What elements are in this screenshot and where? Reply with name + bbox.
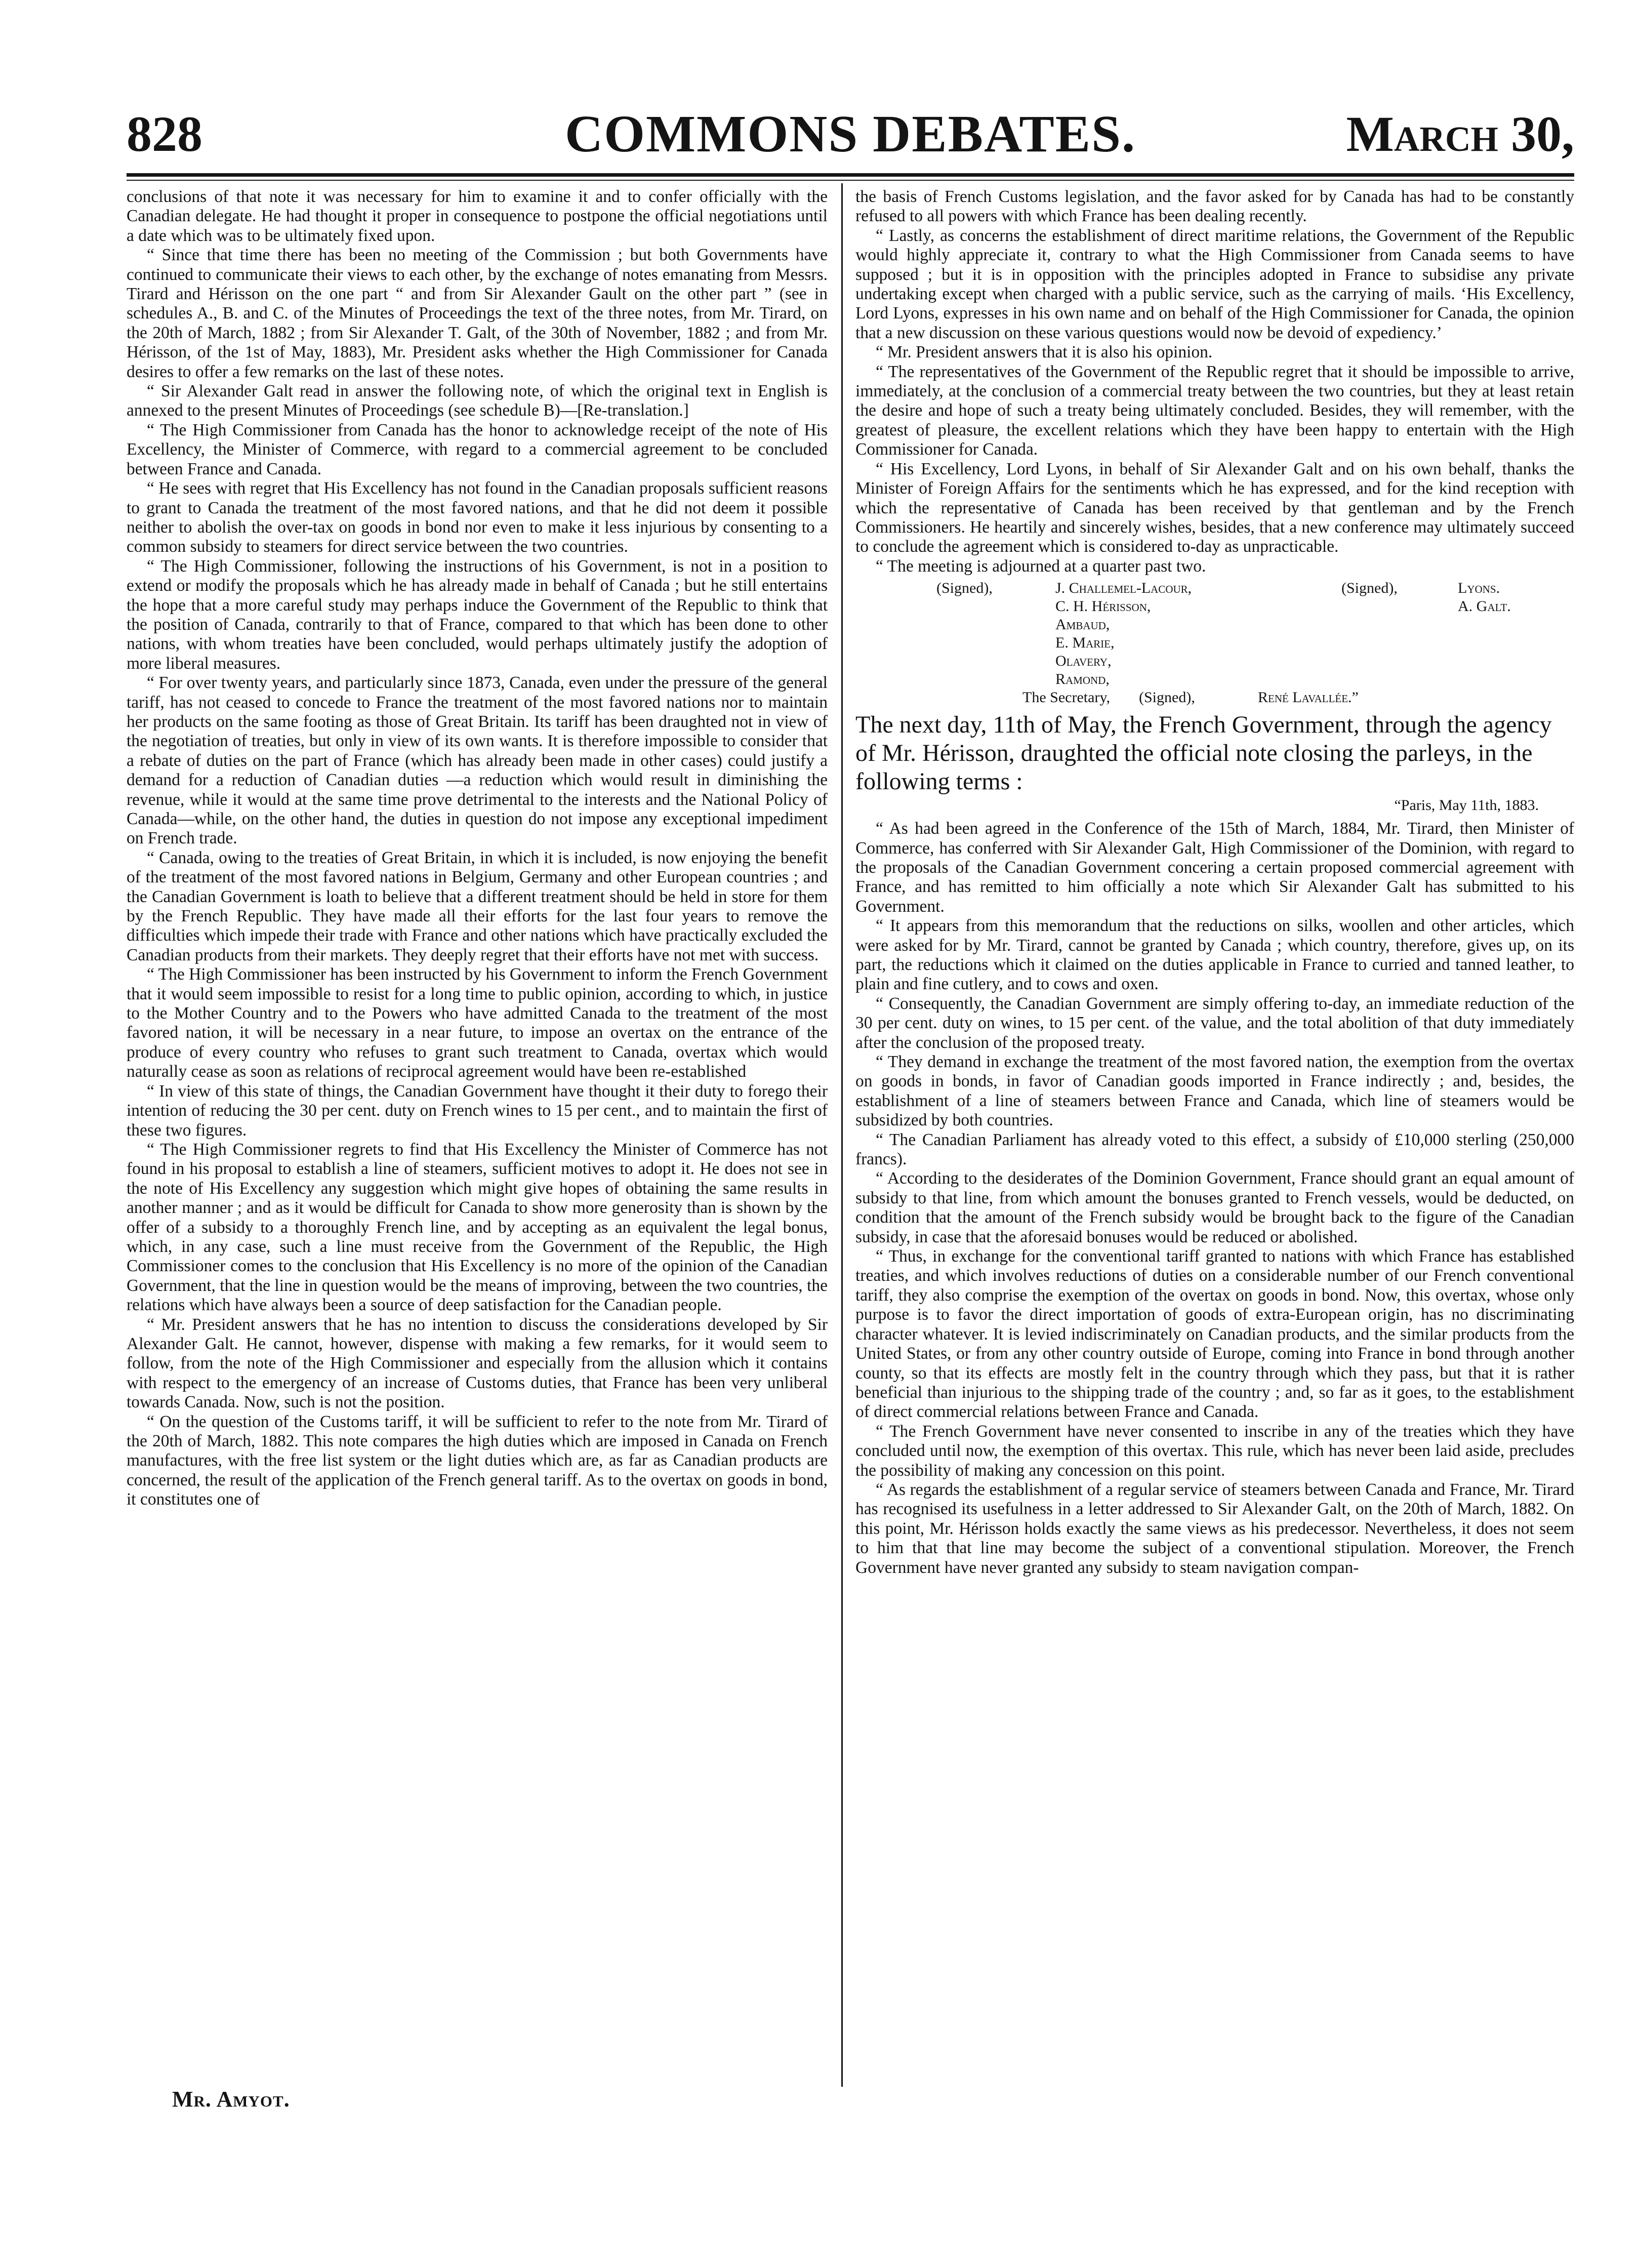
paragraph: “ On the question of the Customs tariff, it will be sufficient to refer to the note from Mr. Tirard of the 20th of March, 1882. This note compares the high duties which are imposed in Canada on French manufactures, with the free list system or the light duties which are, as far as Canadian products are concerned, the result of the application of the French general tariff. As to the overtax on goods in bond, it constitutes one of [127, 1412, 828, 1509]
paragraph: “ As regards the establishment of a regular service of steamers between Canada and France, Mr. Tirard has recognised its usefulness in a letter addressed to Sir Alexander Galt, on the 20th of March, 1882. On this point, Mr. Hérisson holds exactly the same views as his predecessor. Nevertheless, it does not seem to him that that line may become the subject of a conventional stipulation. Moreover, the French Government have never granted any subsidy to steam navigation compan- [855, 1480, 1574, 1577]
signature-row [855, 670, 1574, 688]
paragraph: “ Mr. President answers that he has no intention to discuss the considerations developed by Sir Alexander Galt. He cannot, however, dispense with making a few remarks, for it would seem to follow, from the note of the High Commissioner and especially from the allusion which it contains with respect to the emergency of an increase of Customs duties, that France has been very unliberal towards Canada. Now, such is not the position. [127, 1315, 828, 1412]
paragraph: “ The Canadian Parliament has already voted to this effect, a subsidy of £10,000 sterling (250,000 francs). [855, 1130, 1574, 1169]
signed-label: (Signed), [1341, 580, 1398, 597]
signature-row [855, 634, 1574, 652]
paragraph: the basis of French Customs legislation, and the favor asked for by Canada has had to be constantly refused to all powers with which France has been dealing recently. [855, 187, 1574, 226]
paragraph: “ The representatives of the Government of the Republic regret that it should be impossible to arrive, immediately, at the conclusion of a commercial treaty between the two countries, but they at least retain the desire and hope of such a treaty being ultimately concluded. Besides, they will remember, with the greatest of pleasure, the excellent relations which they have been happy to entertain with the High Commissioner for Canada. [855, 362, 1574, 459]
dateline: “Paris, May 11th, 1883. [1394, 797, 1539, 814]
paragraph: “ The meeting is adjourned at a quarter past two. [876, 556, 1206, 576]
paragraph: “ Since that time there has been no meeting of the Commission ; but both Governments have continued to communicate their views to each other, by the exchange of notes emanating from Messrs. Tirard and Hérisson on the one part “ and from Sir Alexander Gault on the other part ” (see in schedules A., B. and C. of the Minutes of Proceedings the text of the three notes, from Mr. Tirard, on the 20th of March, 1882 ; from Sir Alexander T. Galt, of the 30th of November, 1882 ; and from Mr. Hérisson, of the 1st of May, 1883), Mr. President asks whether the High Commissioner for Canada desires to offer a few remarks on the last of these notes. [127, 246, 828, 381]
signatory-name: Ramond, [1055, 671, 1110, 688]
secretary-name: René Lavallée.” [1258, 689, 1359, 706]
signatory-name: C. H. Hérisson, [1055, 598, 1151, 615]
signatory-name: Ambaud, [1055, 616, 1110, 633]
header-date: March 30, [1346, 106, 1574, 162]
column-divider [841, 183, 843, 2087]
paragraph: “ Mr. President answers that it is also his opinion. [876, 343, 1213, 362]
paragraph: “ Thus, in exchange for the conventional tariff granted to nations with which France has established treaties, and which involves reductions of duties on a considerable number of our French conventional tariff, they also comprise the exemption of the overtax on goods in bond. Now, this overtax, whose only purpose is to favor the direct importation of goods of extra-European origin, has no discriminating character whatever. It is levied indiscriminately on Canadian products, and the similar products from the United States, or from any other country outside of Europe, coming into France in bond through another county, so that its effects are mostly felt in the country through which they pass, but that it is rather beneficial than injurious to the shipping trade of the country ; and, so far as it goes, to the establishment of direct commercial relations between France and Canada. [855, 1247, 1574, 1422]
paragraph: “ They demand in exchange the treatment of the most favored nation, the exemption from the overtax on goods in bonds, in favor of Canadian goods imported in France indirectly ; and, besides, the establishment of a line of steamers between France and Canada, which line of steamers would be subsidized by both countries. [855, 1052, 1574, 1130]
paragraph: “ The High Commissioner has been instructed by his Government to inform the French Government that it would seem impossible to resist for a long time to public opinion, according to which, in justice to the Mother Country and to the Powers who have admitted Canada to the treatment of the most favored nation, it will be necessary in a near future, to impose an overtax on the entrance of the produce of every country who refuses to grant such treatment to Canada, overtax which would naturally cease as soon as relations of reciprocal agreement would have been re-established [127, 965, 828, 1081]
header-rule-thin [127, 180, 1574, 181]
paragraph: “ In view of this state of things, the Canadian Government have thought it their duty to forego their intention of reducing the 30 per cent. duty on French wines to 15 per cent., and to maintain the first of these two figures. [127, 1081, 828, 1140]
paragraph: “ The French Government have never consented to inscribe in any of the treaties which they have concluded until now, the exemption of this overtax. This rule, which has never been laid aside, precludes the possibility of making any concession on this point. [855, 1422, 1574, 1480]
header-rule-thick [127, 173, 1574, 177]
paragraph: “ The High Commissioner from Canada has the honor to acknowledge receipt of the note of His Excellency, the Minister of Commerce, with regard to a commercial agreement to be concluded between France and Canada. [127, 420, 828, 478]
paragraph: “ As had been agreed in the Conference of the 15th of March, 1884, Mr. Tirard, then Minister of Commerce, has conferred with Sir Alexander Galt, High Commissioner of the Dominion, with regard to the proposals of the Canadian Government concering a certain proposed commercial agreement with France, and has remitted to him officially a note which Sir Alexander Galt has submitted to his Government. [855, 819, 1574, 916]
narrative-paragraph: The next day, 11th of May, the French Government, through the agency of Mr. Hérisson, draughted the official note closing the parleys, in the following terms : [855, 711, 1552, 795]
paragraph: “ The High Commissioner, following the instructions of his Government, is not in a position to extend or modify the proposals which he has already made in behalf of Canada ; but he still entertains the hope that a more careful study may perhaps induce the Government of the Republic to think that the position of Canada, contrarily to that of France, compared to that which has been done to other nations, with whom treaties have been concluded, would perhaps ultimately justify the adoption of more liberal measures. [127, 556, 828, 673]
signature-row [855, 652, 1574, 670]
publication-title: COMMONS DEBATES. [565, 105, 1136, 163]
paragraph: conclusions of that note it was necessary for him to examine it and to confer officially with the Canadian delegate. He had thought it proper in consequence to postpone the official negotiations until a date which was to be ultimately fixed upon. [127, 187, 828, 245]
signatory-name: Olavery, [1055, 653, 1112, 670]
paragraph: “ Canada, owing to the treaties of Great Britain, in which it is included, is now enjoying the benefit of the treatment of the most favored nations in Belgium, Germany and other European countries ; and the Canadian Government is loath to believe that a different treatment should be held in store for them by the French Republic. They have made all their efforts for the last four years to remove the difficulties which impede their trade with France and other nations which have practically excluded the Canadian products from their markets. They deeply regret that their efforts have not met with success. [127, 848, 828, 964]
signatory-name: E. Marie, [1055, 634, 1115, 652]
signed-label: (Signed), [936, 580, 993, 597]
footer-speaker: Mr. Amyot. [172, 2087, 290, 2112]
paragraph: “ According to the desiderates of the Dominion Government, France should grant an equal amount of subsidy to that line, from which amount the bonuses granted to French vessels, would be deducted, on condition that the amount of the French subsidy would be brought back to the figure of the Canadian subsidy, in case that the aforesaid bonuses would be reduced or abolished. [855, 1169, 1574, 1246]
signature-row [855, 597, 1574, 616]
left-column [127, 187, 828, 1510]
paragraph: “ He sees with regret that His Excellency has not found in the Canadian proposals sufficient reasons to grant to Canada the treatment of the most favored nations, and that he did not deem it possible neither to abolish the over-tax on goods in bond nor even to make it less injurious by consenting to a common subsidy to steamers for direct service between the two countries. [127, 479, 828, 556]
paragraph: “ Sir Alexander Galt read in answer the following note, of which the original text in English is annexed to the present Minutes of Proceedings (see schedule B)—[Re-translation.] [127, 382, 828, 420]
paragraph: “ His Excellency, Lord Lyons, in behalf of Sir Alexander Galt and on his own behalf, thanks the Minister of Foreign Affairs for the sentiments which he has expressed, and for the kind reception with which the representative of Canada has been received by that gentleman and by the French Commissioners. He heartily and sincerely wishes, besides, that a new conference may ultimately succeed to conclude the agreement which is considered to-day as unpracticable. [855, 459, 1574, 556]
signatory-name: A. Galt. [1458, 598, 1511, 615]
signature-row [855, 579, 1574, 597]
signatory-name: Lyons. [1458, 580, 1500, 597]
signature-block [855, 579, 1574, 707]
paragraph: “ It appears from this memorandum that the reductions on silks, woollen and other articles, which were asked for by Mr. Tirard, cannot be granted by Canada ; which country, therefore, gives up, on its part, the reductions which it claimed on the duties applicable in France to curried and tanned leather, to plain and fine cutlery, and to cows and oxen. [855, 916, 1574, 994]
page-number: 828 [127, 106, 202, 162]
paragraph: “ For over twenty years, and particularly since 1873, Canada, even under the pressure of the general tariff, has not ceased to concede to France the treatment of the most favored nations nor to maintain her products on the same footing as those of Great Britain. Its tariff has been draughted not in view of the negotiation of treaties, but only in view of its own wants. It is therefore impossible to consider that a rebate of duties on the part of France (which has already been made in other cases) could justify a demand for a reduction of Canadian duties —a reduction which would result in diminishing the revenue, while it would at the same time prove detrimental to the interests and the National Policy of Canada—while, on the other hand, the duties in question do not impose any exceptional impediment on French trade. [127, 673, 828, 848]
paragraph: “ Lastly, as concerns the establishment of direct maritime relations, the Government of the Republic would highly appreciate it, contrary to what the High Commissioner from Canada seems to have supposed ; but it is in opposition with the principles adopted in France to subsidise any private undertaking except when charged with a public service, such as the carrying of mails. ‘His Excellency, Lord Lyons, expresses in his own name and on behalf of the High Commissioner for Canada, the opinion that a new discussion on these various questions would now be devoid of expediency.’ [855, 226, 1574, 342]
paragraph: “ The High Commissioner regrets to find that His Excellency the Minister of Commerce has not found in his proposal to establish a line of steamers, sufficient motives to adopt it. He does not see in the note of His Excellency any suggestion which might give hopes of obtaining the same results in another manner ; and as it would be difficult for Canada to show more generosity than is shown by the offer of a subsidy to a thoroughly French line, and by accepting as an equivalent the legal bonus, which, in any case, such a line must receive from the Government of the Republic, the High Commissioner comes to the conclusion that His Excellency is no more of the opinion of the Canadian Government, that the line in question would be the means of improving, between the two countries, the relations which have always been a source of deep satisfaction for the Canadian people. [127, 1140, 828, 1315]
signature-row [855, 688, 1574, 707]
paragraph: “ Consequently, the Canadian Government are simply offering to-day, an immediate reduction of the 30 per cent. duty on wines, to 15 per cent. of the value, and the total abolition of that duty immediately after the conclusion of the proposed treaty. [855, 994, 1574, 1052]
signature-row [855, 616, 1574, 634]
signatory-name: J. Challemel-Lacour, [1055, 580, 1192, 597]
page-header [127, 104, 1574, 170]
right-column [855, 187, 1574, 1577]
signed-label: (Signed), [1139, 689, 1195, 706]
secretary-label: The Secretary, [1022, 689, 1110, 706]
